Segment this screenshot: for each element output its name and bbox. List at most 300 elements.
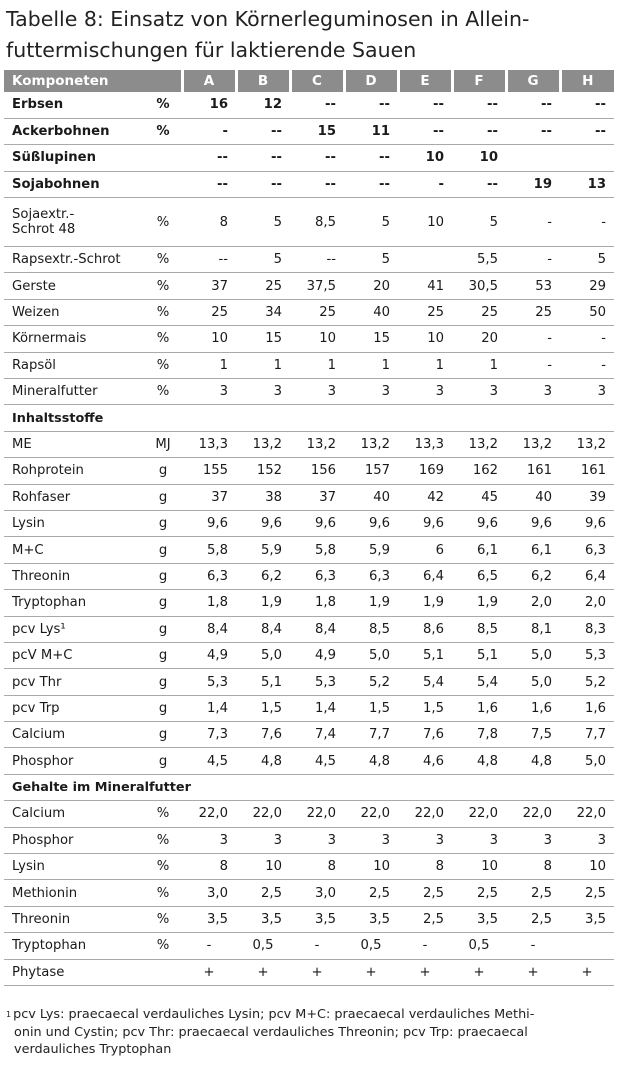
row-label: Körnermais [4, 326, 144, 352]
cell-value: 1,6 [560, 695, 614, 721]
cell-value: 6 [398, 537, 452, 563]
cell-value: 8,5 [452, 616, 506, 642]
cell-value: 1 [344, 352, 398, 378]
cell-value: 2,5 [506, 880, 560, 906]
cell-value: 9,6 [290, 510, 344, 536]
row-label: Calcium [4, 722, 144, 748]
row-label: Weizen [4, 299, 144, 325]
table-row [4, 273, 614, 299]
cell-value: -- [290, 247, 344, 273]
row-label: pcv Trp [4, 695, 144, 721]
cell-value: 8,4 [236, 616, 290, 642]
cell-value: 13,3 [398, 431, 452, 457]
cell-value: 10 [398, 198, 452, 247]
cell-value: 3,5 [236, 906, 290, 932]
table-row [4, 880, 614, 906]
cell-value: 156 [290, 458, 344, 484]
cell-value: - [506, 352, 560, 378]
cell-value: -- [452, 92, 506, 118]
cell-value: 15 [236, 326, 290, 352]
cell-value: 5,5 [452, 247, 506, 273]
cell-value: -- [290, 145, 344, 171]
table-body [4, 92, 614, 986]
cell-value: 161 [560, 458, 614, 484]
feed-composition-table [4, 70, 614, 986]
cell-value: 161 [506, 458, 560, 484]
cell-value: 7,7 [344, 722, 398, 748]
row-label: Threonin [4, 906, 144, 932]
cell-value: -- [290, 171, 344, 197]
row-label: M+C [4, 537, 144, 563]
footnote [6, 1006, 611, 1059]
cell-value: -- [506, 92, 560, 118]
cell-value: 4,9 [182, 642, 236, 668]
cell-value: 9,6 [398, 510, 452, 536]
cell-value: 15 [290, 118, 344, 144]
cell-value: 3 [398, 379, 452, 405]
header-col-f: F [452, 70, 506, 92]
cell-value: 22,0 [398, 801, 452, 827]
cell-value: + [506, 959, 560, 985]
cell-value: 5,1 [398, 642, 452, 668]
cell-value: 5 [560, 247, 614, 273]
table-row [4, 906, 614, 932]
cell-value: 13 [560, 171, 614, 197]
cell-value: 20 [344, 273, 398, 299]
cell-value: 8 [398, 854, 452, 880]
cell-value: 1,4 [290, 695, 344, 721]
cell-value: 2,5 [398, 906, 452, 932]
table-row [4, 92, 614, 118]
cell-value: 1,9 [398, 590, 452, 616]
cell-value: 22,0 [506, 801, 560, 827]
cell-value: 22,0 [560, 801, 614, 827]
cell-value: 40 [344, 484, 398, 510]
cell-value: 12 [236, 92, 290, 118]
cell-value: + [182, 959, 236, 985]
cell-value: 2,5 [398, 880, 452, 906]
cell-value: 7,6 [236, 722, 290, 748]
header-col-d: D [344, 70, 398, 92]
cell-value: 3,5 [452, 906, 506, 932]
cell-value: 5,0 [506, 642, 560, 668]
table-row [4, 198, 614, 247]
cell-value: 42 [398, 484, 452, 510]
section-label: Gehalte im Mineralfutter [4, 774, 614, 800]
cell-value: 3 [506, 379, 560, 405]
cell-value: 5,4 [452, 669, 506, 695]
cell-value: 5,0 [236, 642, 290, 668]
cell-value [506, 145, 560, 171]
cell-value [398, 247, 452, 273]
cell-value: -- [506, 118, 560, 144]
cell-value: 45 [452, 484, 506, 510]
cell-value: 29 [560, 273, 614, 299]
cell-value: 19 [506, 171, 560, 197]
row-unit: g [144, 458, 182, 484]
cell-value: 22,0 [182, 801, 236, 827]
table-row [4, 695, 614, 721]
footnote-line-2: onin und Cystin; pcv Thr: praecaecal verdauliches Threonin; pcv Trp: praecaecal [14, 1024, 528, 1040]
table-row [4, 431, 614, 457]
cell-value: - [560, 198, 614, 247]
cell-value: + [560, 959, 614, 985]
row-unit: % [144, 92, 182, 118]
cell-value: 8,5 [344, 616, 398, 642]
table-row [4, 827, 614, 853]
table-row [4, 748, 614, 774]
cell-value: 5,3 [290, 669, 344, 695]
cell-value: 7,6 [398, 722, 452, 748]
table-row [4, 247, 614, 273]
row-label: Threonin [4, 563, 144, 589]
row-unit: g [144, 563, 182, 589]
cell-value: -- [236, 145, 290, 171]
cell-value: - [398, 171, 452, 197]
table-row [4, 959, 614, 985]
cell-value: 20 [452, 326, 506, 352]
cell-value: 4,8 [236, 748, 290, 774]
cell-value: - [182, 118, 236, 144]
cell-value: 8,1 [506, 616, 560, 642]
cell-value: - [506, 247, 560, 273]
row-label: Calcium [4, 801, 144, 827]
cell-value: 13,2 [290, 431, 344, 457]
cell-value: 1,9 [452, 590, 506, 616]
row-unit: % [144, 247, 182, 273]
cell-value: 40 [344, 299, 398, 325]
cell-value: 3 [290, 827, 344, 853]
section-header-row [4, 405, 614, 431]
row-unit: g [144, 484, 182, 510]
cell-value: 6,4 [560, 563, 614, 589]
cell-value: 25 [182, 299, 236, 325]
cell-value: 4,9 [290, 642, 344, 668]
row-unit: % [144, 352, 182, 378]
cell-value: 25 [452, 299, 506, 325]
cell-value: + [344, 959, 398, 985]
cell-value: 10 [182, 326, 236, 352]
table-row [4, 299, 614, 325]
cell-value: 6,2 [506, 563, 560, 589]
cell-value: 8,4 [290, 616, 344, 642]
row-label: Lysin [4, 510, 144, 536]
cell-value: 22,0 [452, 801, 506, 827]
cell-value: 6,3 [290, 563, 344, 589]
cell-value: 10 [452, 854, 506, 880]
cell-value: 1 [182, 352, 236, 378]
table-row [4, 722, 614, 748]
cell-value: 22,0 [290, 801, 344, 827]
cell-value: 3 [452, 379, 506, 405]
cell-value: 9,6 [506, 510, 560, 536]
cell-value: 8 [506, 854, 560, 880]
row-label: Tryptophan [4, 933, 144, 959]
cell-value: 8,4 [182, 616, 236, 642]
cell-value: 13,2 [560, 431, 614, 457]
cell-value: 25 [506, 299, 560, 325]
cell-value: 6,4 [398, 563, 452, 589]
row-unit [144, 959, 182, 985]
table-row [4, 145, 614, 171]
table-row [4, 171, 614, 197]
row-unit: g [144, 537, 182, 563]
cell-value: + [398, 959, 452, 985]
row-label: Mineralfutter [4, 379, 144, 405]
cell-value: - [506, 933, 560, 959]
cell-value: 34 [236, 299, 290, 325]
cell-value: 1,4 [182, 695, 236, 721]
cell-value: 25 [290, 299, 344, 325]
cell-value: 6,3 [344, 563, 398, 589]
cell-value: 6,2 [236, 563, 290, 589]
cell-value: 2,0 [560, 590, 614, 616]
cell-value: -- [236, 171, 290, 197]
cell-value: 3 [290, 379, 344, 405]
table-row [4, 458, 614, 484]
cell-value: 5,0 [344, 642, 398, 668]
cell-value: 22,0 [236, 801, 290, 827]
cell-value: -- [560, 92, 614, 118]
table-row [4, 118, 614, 144]
cell-value: 50 [560, 299, 614, 325]
cell-value: 38 [236, 484, 290, 510]
header-col-g: G [506, 70, 560, 92]
cell-value: 10 [290, 326, 344, 352]
row-unit: g [144, 669, 182, 695]
cell-value: 8,6 [398, 616, 452, 642]
table-row [4, 616, 614, 642]
cell-value: 13,2 [506, 431, 560, 457]
cell-value: 53 [506, 273, 560, 299]
header-col-a: A [182, 70, 236, 92]
row-unit: % [144, 198, 182, 247]
cell-value: 3 [236, 827, 290, 853]
row-label: Sojabohnen [4, 171, 144, 197]
row-label: Süßlupinen [4, 145, 144, 171]
header-col-h: H [560, 70, 614, 92]
cell-value: 2,5 [506, 906, 560, 932]
cell-value [560, 145, 614, 171]
row-unit: MJ [144, 431, 182, 457]
footnote-line-3: verdauliches Tryptophan [14, 1042, 172, 1057]
cell-value: 162 [452, 458, 506, 484]
row-unit: % [144, 854, 182, 880]
row-label: Phosphor [4, 827, 144, 853]
cell-value: 7,7 [560, 722, 614, 748]
cell-value: 4,8 [452, 748, 506, 774]
header-col-e: E [398, 70, 452, 92]
cell-value: 2,5 [560, 880, 614, 906]
row-unit: g [144, 642, 182, 668]
cell-value: 155 [182, 458, 236, 484]
table-row [4, 352, 614, 378]
section-header-row [4, 774, 614, 800]
cell-value: 13,3 [182, 431, 236, 457]
cell-value: 4,6 [398, 748, 452, 774]
cell-value: 9,6 [560, 510, 614, 536]
row-label: Methionin [4, 880, 144, 906]
cell-value: 1,8 [182, 590, 236, 616]
cell-value: 7,5 [506, 722, 560, 748]
cell-value: 3 [182, 827, 236, 853]
cell-value: 5 [236, 247, 290, 273]
cell-value: 6,3 [182, 563, 236, 589]
row-unit: % [144, 933, 182, 959]
cell-value: 10 [398, 326, 452, 352]
cell-value: 152 [236, 458, 290, 484]
table-row [4, 563, 614, 589]
table-row [4, 379, 614, 405]
cell-value: 9,6 [344, 510, 398, 536]
cell-value: 5 [236, 198, 290, 247]
cell-value: -- [398, 92, 452, 118]
cell-value: 3 [398, 827, 452, 853]
cell-value: 2,5 [452, 880, 506, 906]
row-label: ME [4, 431, 144, 457]
row-label: pcv Thr [4, 669, 144, 695]
cell-value: 3,5 [290, 906, 344, 932]
cell-value: 0,5 [236, 933, 290, 959]
cell-value [560, 933, 614, 959]
table-row [4, 590, 614, 616]
cell-value: -- [344, 145, 398, 171]
cell-value: 5,3 [560, 642, 614, 668]
cell-value: 13,2 [344, 431, 398, 457]
cell-value: 3,0 [182, 880, 236, 906]
cell-value: 5,4 [398, 669, 452, 695]
row-unit: g [144, 722, 182, 748]
cell-value: 37,5 [290, 273, 344, 299]
cell-value: 10 [452, 145, 506, 171]
cell-value: 3 [182, 379, 236, 405]
row-unit: g [144, 510, 182, 536]
row-label: Rapsöl [4, 352, 144, 378]
row-unit: % [144, 801, 182, 827]
cell-value: 1 [452, 352, 506, 378]
cell-value: 8,3 [560, 616, 614, 642]
cell-value: -- [182, 247, 236, 273]
row-label: Tryptophan [4, 590, 144, 616]
cell-value: 1,8 [290, 590, 344, 616]
row-unit: % [144, 118, 182, 144]
cell-value: 1,6 [506, 695, 560, 721]
table-row [4, 669, 614, 695]
cell-value: 5,8 [182, 537, 236, 563]
cell-value: 8 [182, 854, 236, 880]
row-unit: g [144, 616, 182, 642]
cell-value: -- [182, 145, 236, 171]
cell-value: -- [290, 92, 344, 118]
cell-value: 25 [236, 273, 290, 299]
cell-value: 6,5 [452, 563, 506, 589]
table-row [4, 801, 614, 827]
row-label: Rapsextr.-Schrot [4, 247, 144, 273]
section-label: Inhaltsstoffe [4, 405, 614, 431]
header-row [4, 70, 614, 92]
cell-value: - [290, 933, 344, 959]
cell-value: 2,0 [506, 590, 560, 616]
row-label: Sojaextr.- Schrot 48 [4, 198, 144, 247]
cell-value: 5,3 [182, 669, 236, 695]
cell-value: 1,6 [452, 695, 506, 721]
cell-value: 10 [344, 854, 398, 880]
cell-value: 1 [398, 352, 452, 378]
cell-value: 9,6 [236, 510, 290, 536]
cell-value: 1,9 [236, 590, 290, 616]
cell-value: -- [452, 171, 506, 197]
cell-value: 5,0 [560, 748, 614, 774]
table-row [4, 854, 614, 880]
cell-value: 1 [236, 352, 290, 378]
cell-value: 3 [452, 827, 506, 853]
cell-value: 10 [398, 145, 452, 171]
cell-value: 1,5 [344, 695, 398, 721]
cell-value: 5 [452, 198, 506, 247]
cell-value: 4,8 [344, 748, 398, 774]
table-title [6, 4, 616, 66]
row-label: Gerste [4, 273, 144, 299]
table-row [4, 484, 614, 510]
table-row [4, 510, 614, 536]
row-label: Lysin [4, 854, 144, 880]
cell-value: 37 [182, 273, 236, 299]
cell-value: + [452, 959, 506, 985]
cell-value: 4,8 [506, 748, 560, 774]
cell-value: 3,5 [560, 906, 614, 932]
row-label: Rohfaser [4, 484, 144, 510]
cell-value: 22,0 [344, 801, 398, 827]
row-unit: % [144, 827, 182, 853]
header-components: Komponeten [4, 70, 182, 92]
cell-value: 3 [344, 379, 398, 405]
cell-value: 5,9 [236, 537, 290, 563]
table-row [4, 933, 614, 959]
cell-value: - [506, 326, 560, 352]
cell-value: 6,1 [452, 537, 506, 563]
title-line-1: Tabelle 8: Einsatz von Körnerleguminosen in Allein- [6, 7, 530, 31]
cell-value: 15 [344, 326, 398, 352]
cell-value: -- [182, 171, 236, 197]
header-col-c: C [290, 70, 344, 92]
cell-value: - [398, 933, 452, 959]
cell-value: 5 [344, 247, 398, 273]
cell-value: -- [344, 171, 398, 197]
cell-value: 2,5 [344, 880, 398, 906]
cell-value: 0,5 [452, 933, 506, 959]
cell-value: 1,5 [236, 695, 290, 721]
row-unit [144, 171, 182, 197]
row-unit: g [144, 748, 182, 774]
cell-value: 37 [290, 484, 344, 510]
cell-value: - [560, 352, 614, 378]
cell-value: 1 [290, 352, 344, 378]
cell-value: 3 [560, 379, 614, 405]
cell-value: 30,5 [452, 273, 506, 299]
cell-value: - [560, 326, 614, 352]
row-unit: % [144, 326, 182, 352]
cell-value: + [236, 959, 290, 985]
cell-value: 5,1 [452, 642, 506, 668]
cell-value: -- [452, 118, 506, 144]
table-row [4, 642, 614, 668]
cell-value: 4,5 [290, 748, 344, 774]
cell-value: 7,8 [452, 722, 506, 748]
footnote-marker: 1 [6, 1010, 12, 1019]
row-label: Phytase [4, 959, 144, 985]
cell-value: 3 [236, 379, 290, 405]
footnote-line-1: pcv Lys: praecaecal verdauliches Lysin; pcv M+C: praecaecal verdauliches Methi- [13, 1007, 535, 1022]
